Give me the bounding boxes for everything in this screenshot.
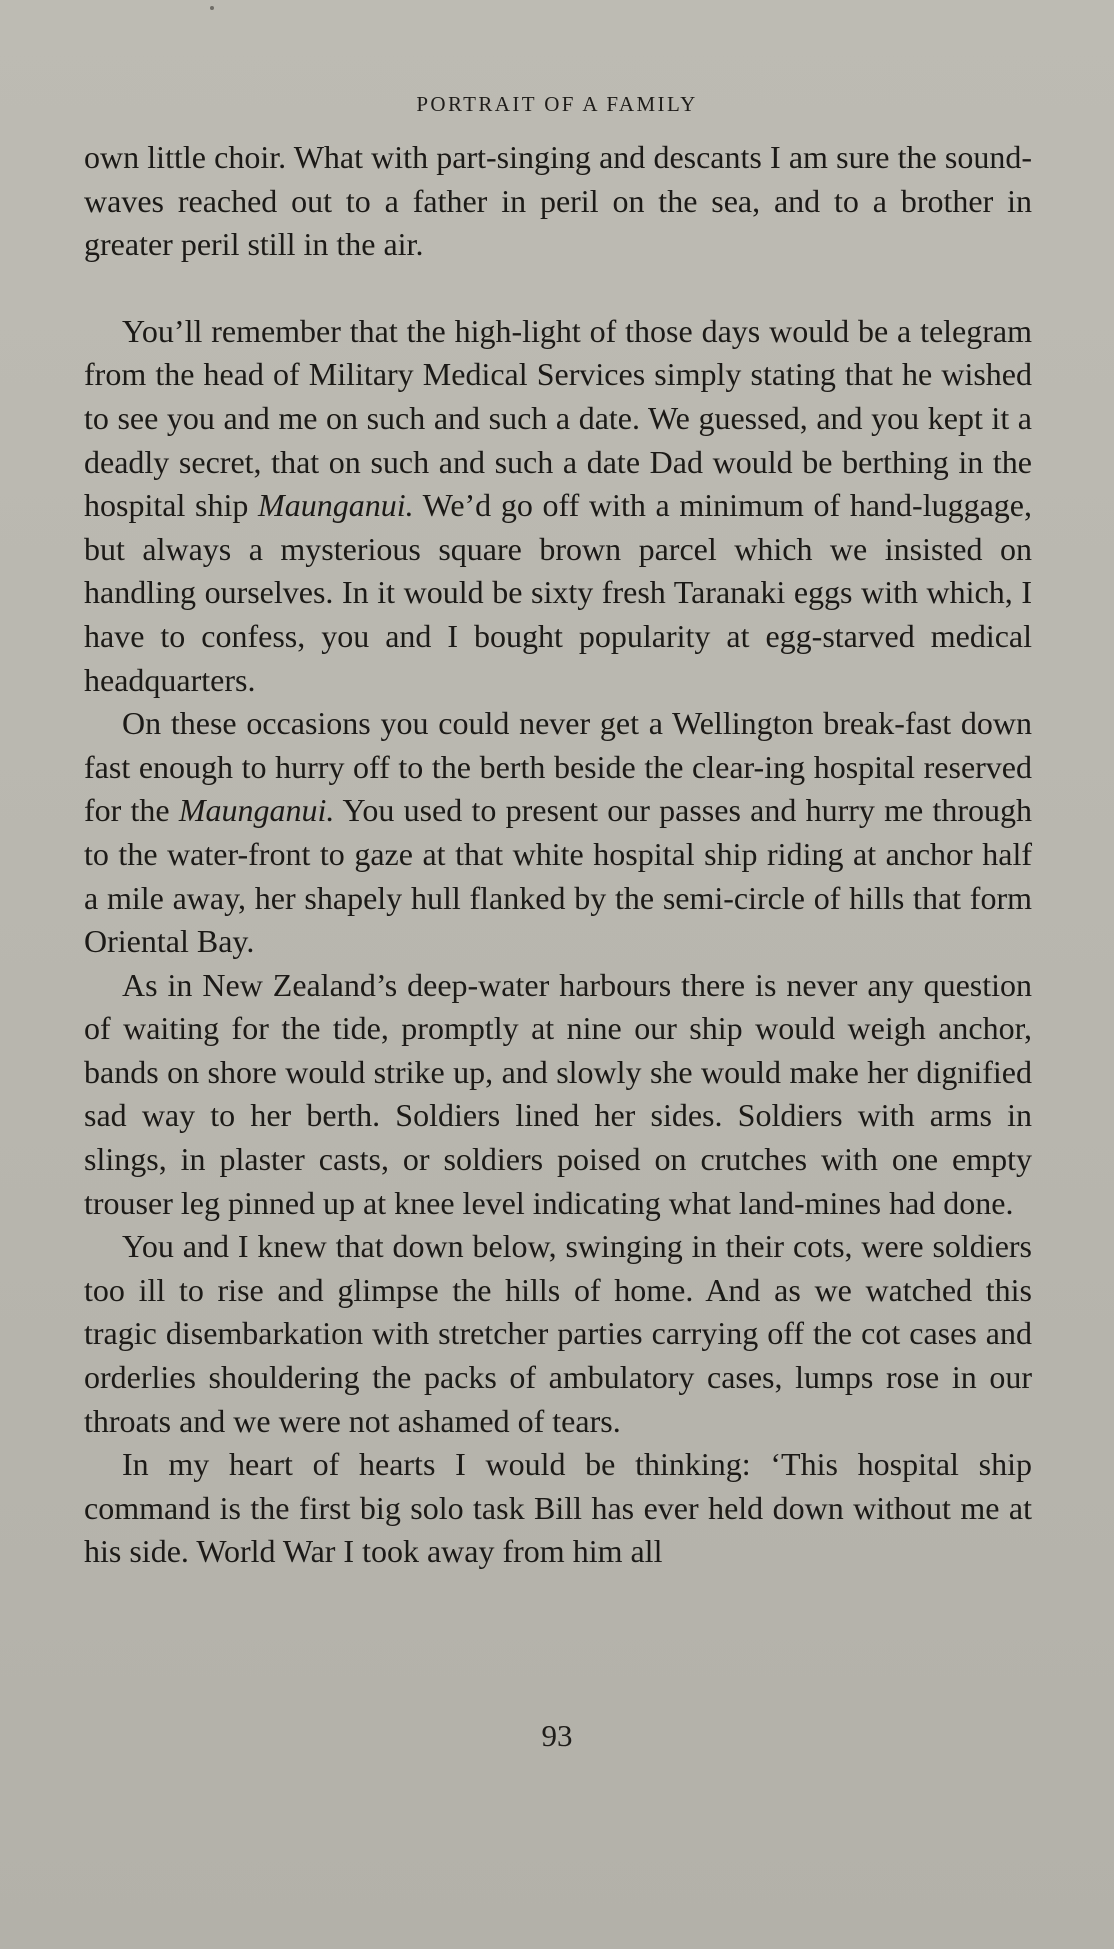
paragraph-6: In my heart of hearts I would be thinking: ‘This hospital ship command is the first big solo task Bill has ever held down without me at his side. World War I took away from him all	[84, 1446, 1032, 1570]
paragraph-4: As in New Zealand’s deep-water harbours there is never any question of waiting for the tide, promptly at nine our ship would weigh anchor, bands on shore would strike up, and slowly she would make her dignified sad way to her berth. Soldiers lined her sides. Soldiers with arms in slings, in plaster casts, or soldiers poised on crutches with one empty trouser leg pinned up at knee level indicating what land-mines had done.	[84, 966, 1032, 1221]
paragraph-3-text-b: You used to present our passes and hurry me through to the water-front to gaze at that white hospital ship riding at anchor half a mile away, her shapely hull flanked by the semi-circle of hills that form Oriental Bay.	[84, 792, 1033, 960]
paper-speck	[210, 6, 214, 10]
ship-name: Maunganui.	[258, 487, 414, 524]
ship-name: Maunganui.	[178, 792, 335, 829]
paragraph-3-text-a: On these occasions you could never get a Wellington break-fast down fast enough to hurry off to the berth beside the clear-ing hospital reserved for the	[84, 705, 1032, 829]
page-number: 93	[541, 1718, 573, 1753]
running-head: PORTRAIT OF A FAMILY	[416, 92, 698, 116]
paragraph-2	[84, 310, 1032, 702]
paragraph-5: You and I knew that down below, swinging in their cots, were soldiers too ill to rise and glimpse the hills of home. And as we watched this tragic disembarkation with stretcher parties carrying off the cot cases and orderlies shouldering the packs of ambulatory cases, lumps rose in our throats and we were not ashamed of tears.	[84, 1228, 1032, 1439]
paragraph-2-text-b: We’d go off with a minimum of hand-luggage, but always a mysterious square brown parcel which we insisted on handling ourselves. In it would be sixty fresh Taranaki eggs with which, I have to confess, you and I bought popularity at egg-starved medical headquarters.	[84, 487, 1033, 698]
body-text	[84, 136, 1032, 1574]
paragraph-2-text-a: You’ll remember that the high-light of those days would be a telegram from the head of Military Medical Services simply stating that he wished to see you and me on such and such a date. We guessed, and you kept it a deadly secret, that on such and such a date Dad would be berthing in the hospital ship	[84, 312, 1032, 524]
paragraph-3	[84, 702, 1032, 964]
paragraph-1: own little choir. What with part-singing and descants I am sure the sound-waves reached out to a father in peril on the sea, and to a brother in greater peril still in the air.	[84, 139, 1032, 263]
